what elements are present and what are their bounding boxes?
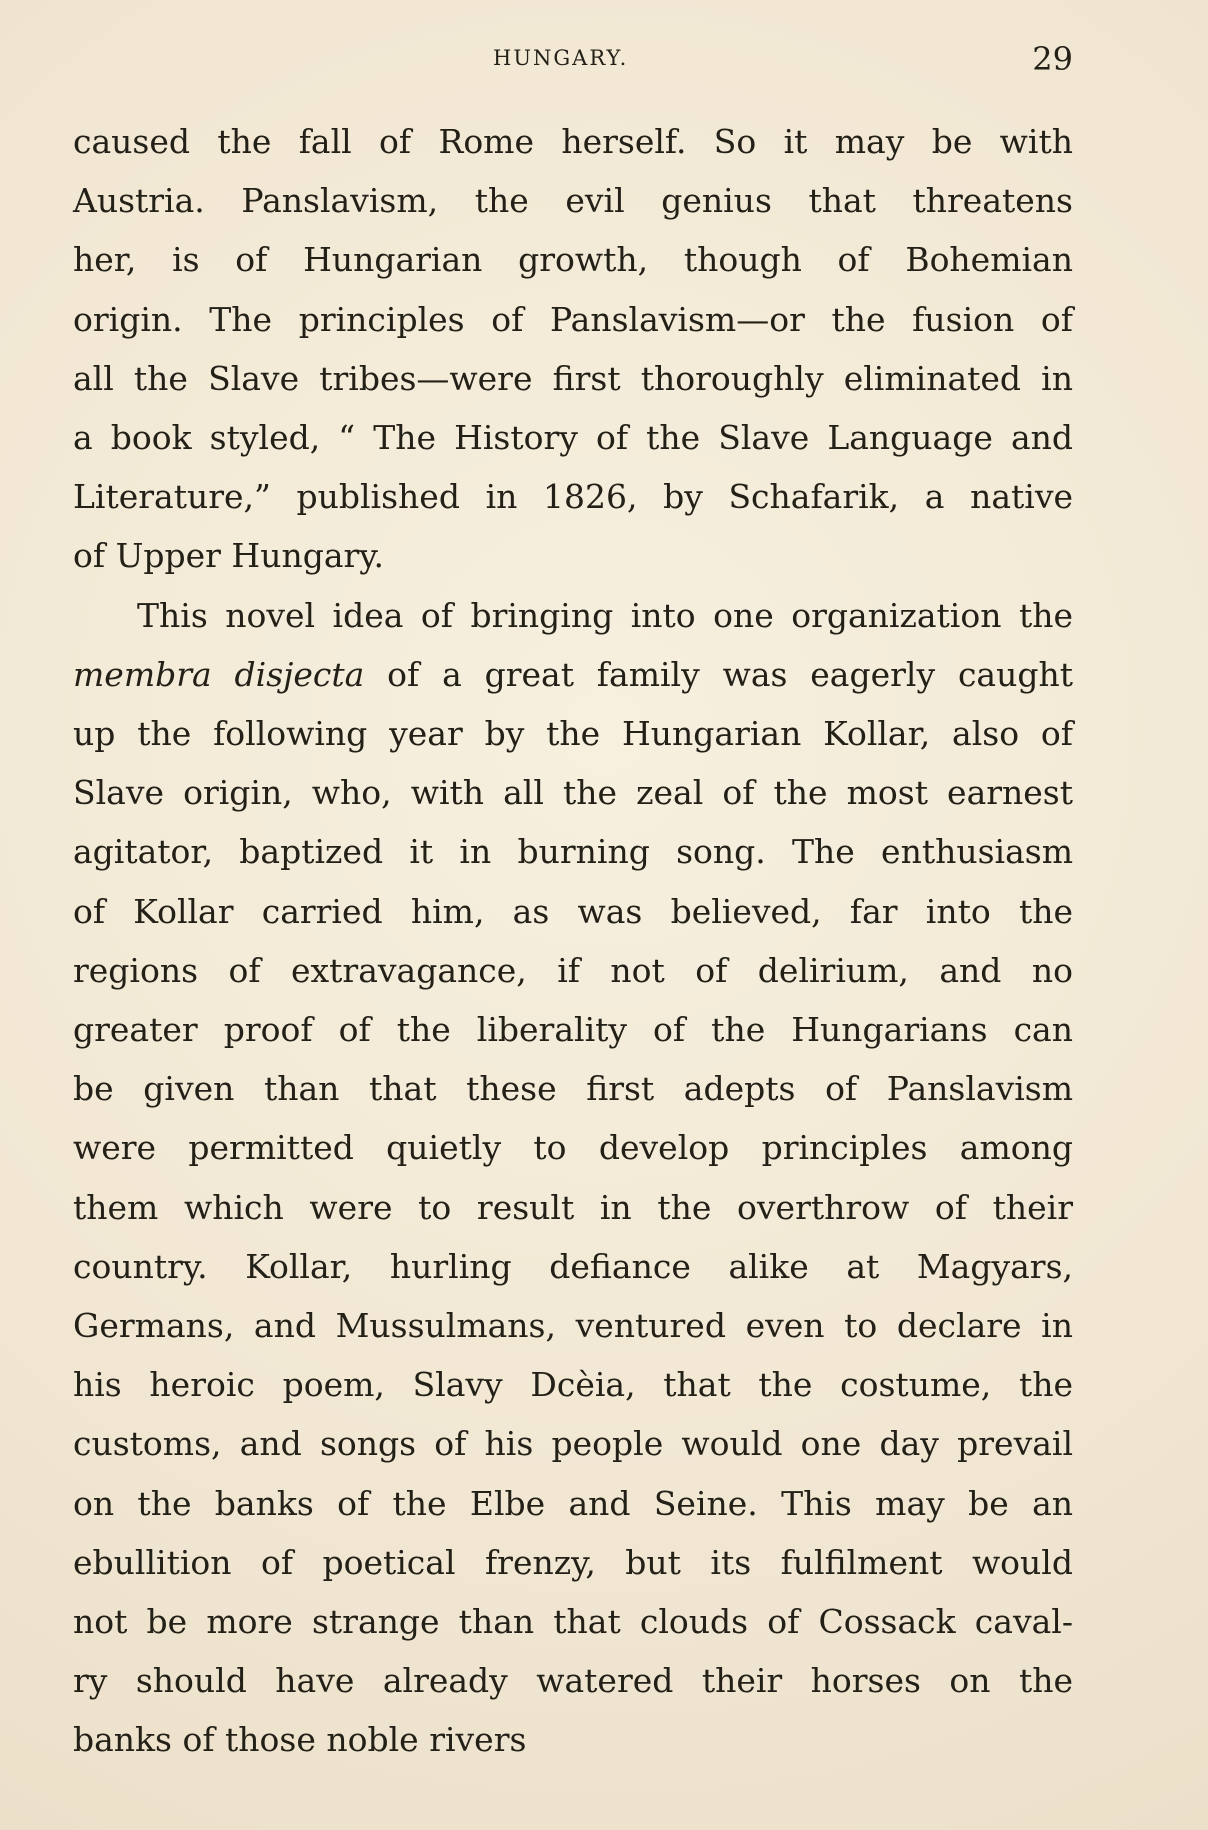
text-line: Slave origin, who, with all the zeal of the most earnest — [73, 773, 1073, 813]
text-line: them which were to result in the overthrow of their — [73, 1187, 1073, 1227]
text-line: greater proof of the liberality of the Hungarians can — [73, 1010, 1073, 1050]
text-line: up the following year by the Hungarian Kollar, also of — [73, 714, 1073, 754]
text-line: agitator, baptized it in burning song. The enthusiasm — [73, 832, 1073, 872]
text-line: be given than that these first adepts of Panslavism — [73, 1069, 1073, 1109]
text-line: origin. The principles of Panslavism—or the fusion of — [73, 299, 1073, 339]
text-line: her, is of Hungarian growth, though of Bohemian — [73, 240, 1073, 280]
page-number: 29 — [1032, 40, 1073, 78]
body-text — [73, 112, 1073, 1770]
text-line: all the Slave tribes—were first thoroughly eliminated in — [73, 358, 1073, 398]
italic-phrase: membra disjecta — [73, 654, 365, 694]
text-line: Literature,” published in 1826, by Schafarik, a native — [73, 477, 1073, 517]
text-line-with-italic — [73, 645, 1073, 704]
text-line: of Upper Hungary. — [73, 536, 385, 576]
text-line: ebullition of poetical frenzy, but its fulfilment would — [73, 1542, 1073, 1582]
text-line: were permitted quietly to develop principles among — [73, 1128, 1073, 1168]
text-line: his heroic poem, Slavy Dcèia, that the costume, the — [73, 1365, 1073, 1405]
text-line: a book styled, “ The History of the Slave Language and — [73, 418, 1073, 458]
page-header — [73, 40, 1073, 84]
text-line: not be more strange than that clouds of Cossack caval- — [73, 1602, 1073, 1642]
text-line: customs, and songs of his people would one day prevail — [73, 1424, 1073, 1464]
text-line: This novel idea of bringing into one organization the — [137, 595, 1073, 635]
text-line: ry should have already watered their horses on the — [73, 1661, 1073, 1701]
text-line: of Kollar carried him, as was believed, far into the — [73, 891, 1073, 931]
running-head: HUNGARY. — [493, 46, 629, 70]
text-line: on the banks of the Elbe and Seine. This may be an — [73, 1483, 1073, 1523]
text-line: Germans, and Mussulmans, ventured even to declare in — [73, 1306, 1073, 1346]
text-line: Austria. Panslavism, the evil genius that threatens — [73, 181, 1073, 221]
text-line: banks of those noble rivers — [73, 1720, 527, 1760]
text-line: caused the fall of Rome herself. So it may be with — [73, 122, 1073, 161]
text-line-remainder: of a great family was eagerly caught — [364, 654, 1073, 694]
text-line: country. Kollar, hurling defiance alike at Magyars, — [73, 1246, 1073, 1286]
text-line: regions of extravagance, if not of delirium, and no — [73, 950, 1073, 990]
